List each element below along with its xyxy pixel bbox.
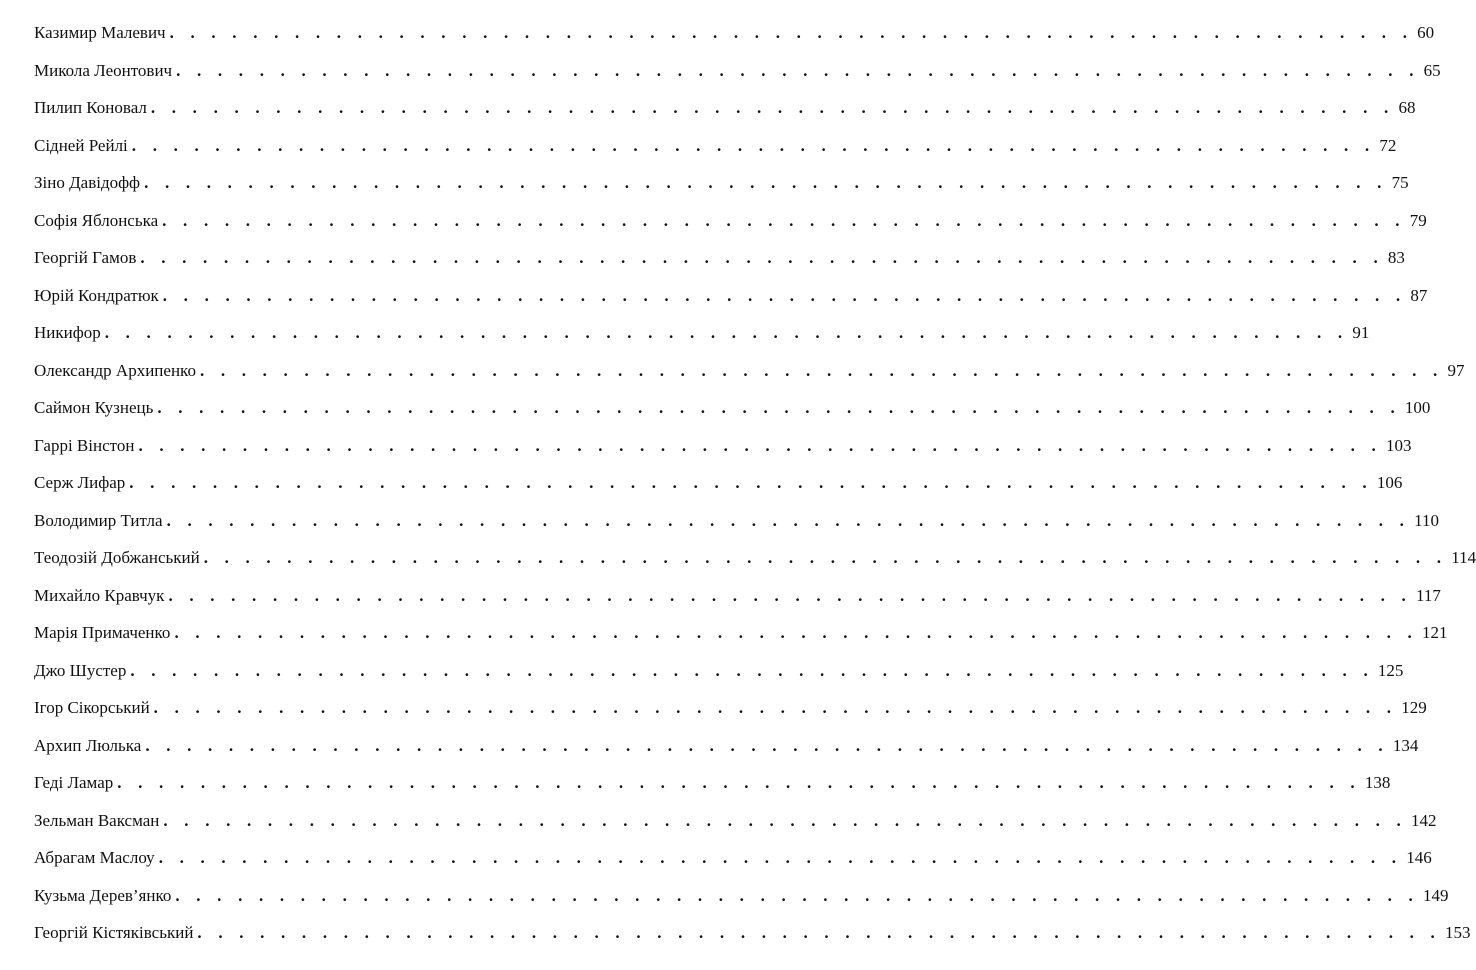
toc-entry-page-number: 75 (1391, 173, 1409, 192)
toc-entry (34, 127, 1397, 165)
toc-entry (34, 52, 1441, 90)
dot-leader: . . . . . . . . . . . . . . . . . . . . . . . . . . . . . . . . . . . . . . . . . . . . . . . . . . . . . . . . . . . . (130, 660, 1374, 680)
toc-entry (34, 877, 1449, 915)
toc-entry-page-number: 97 (1447, 360, 1465, 380)
toc-entry-page-number: 103 (1386, 435, 1412, 455)
dot-leader: . . . . . . . . . . . . . . . . . . . . . . . . . . . . . . . . . . . . . . . . . . . . . . . . . . . . . . . . . . . . (117, 773, 1361, 792)
toc-entry-page-number: 83 (1387, 248, 1405, 267)
toc-entry (34, 239, 1405, 277)
toc-entry (34, 502, 1439, 540)
dot-leader: . . . . . . . . . . . . . . . . . . . . . . . . . . . . . . . . . . . . . . . . . . . . . . . . . . . . . . . . . . . . (140, 248, 1384, 267)
toc-entry-page-number: 138 (1364, 773, 1391, 792)
toc-entry-name: Георгій Кістяківський (34, 923, 194, 942)
toc-entry-name: Володимир Титла (34, 510, 163, 530)
table-of-contents (34, 14, 1476, 952)
toc-entry (34, 802, 1437, 840)
toc-entry (34, 464, 1403, 502)
dot-leader: . . . . . . . . . . . . . . . . . . . . . . . . . . . . . . . . . . . . . . . . . . . . . . . . . . . . . . . . . . . . (158, 848, 1403, 867)
toc-entry-name: Микола Леонтович (34, 60, 173, 80)
toc-entry-name: Зельман Ваксман (34, 810, 160, 830)
toc-entry-page-number: 117 (1416, 585, 1441, 605)
toc-entry (34, 277, 1428, 315)
toc-entry-page-number: 72 (1379, 135, 1397, 155)
toc-entry-page-number: 106 (1376, 473, 1403, 492)
toc-entry-name: Михайло Кравчук (34, 585, 165, 605)
toc-entry-name: Георгій Гамов (34, 248, 137, 267)
toc-entry (34, 914, 1471, 952)
toc-entry (34, 764, 1391, 802)
toc-entry-page-number: 142 (1410, 810, 1437, 830)
toc-entry (34, 389, 1431, 427)
toc-entry-name: Джо Шустер (34, 660, 127, 680)
toc-entry-page-number: 125 (1377, 660, 1404, 680)
toc-entry (34, 839, 1432, 877)
toc-entry-page-number: 60 (1417, 23, 1435, 42)
toc-entry-name: Зіно Давідофф (34, 173, 141, 192)
dot-leader: . . . . . . . . . . . . . . . . . . . . . . . . . . . . . . . . . . . . . . . . . . . . . . . . . . . . . . . . . . . . (162, 210, 1406, 230)
toc-entry (34, 89, 1416, 127)
dot-leader: . . . . . . . . . . . . . . . . . . . . . . . . . . . . . . . . . . . . . . . . . . . . . . . . . . . . . . . . . . . . (157, 398, 1401, 417)
dot-leader: . . . . . . . . . . . . . . . . . . . . . . . . . . . . . . . . . . . . . . . . . . . . . . . . . . . . . . . . . . . . (163, 810, 1407, 830)
dot-leader: . . . . . . . . . . . . . . . . . . . . . . . . . . . . . . . . . . . . . . . . . . . . . . . . . . . . . . . . . . . . (175, 885, 1419, 905)
toc-entry (34, 314, 1370, 352)
toc-entry-page-number: 110 (1414, 510, 1439, 530)
toc-entry-page-number: 153 (1444, 923, 1471, 942)
toc-entry-name: Ігор Сікорський (34, 698, 150, 717)
toc-entry-page-number: 100 (1404, 398, 1431, 417)
toc-entry (34, 727, 1419, 765)
toc-entry-page-number: 149 (1422, 885, 1449, 905)
toc-entry-name: Кузьма Дерев’янко (34, 885, 172, 905)
toc-entry (34, 577, 1441, 615)
dot-leader: . . . . . . . . . . . . . . . . . . . . . . . . . . . . . . . . . . . . . . . . . . . . . . . . . . . . . . . . . . . . (144, 173, 1388, 192)
dot-leader: . . . . . . . . . . . . . . . . . . . . . . . . . . . . . . . . . . . . . . . . . . . . . . . . . . . . . . . . . . . . (131, 135, 1376, 155)
toc-entry-name: Казимир Малевич (34, 23, 166, 42)
toc-entry (34, 652, 1404, 690)
dot-leader: . . . . . . . . . . . . . . . . . . . . . . . . . . . . . . . . . . . . . . . . . . . . . . . . . . . . . . . . . . . . (174, 623, 1418, 642)
toc-entry-name: Олександр Архипенко (34, 360, 196, 380)
dot-leader: . . . . . . . . . . . . . . . . . . . . . . . . . . . . . . . . . . . . . . . . . . . . . . . . . . . . . . . . . . . . (199, 360, 1444, 380)
toc-entry (34, 614, 1448, 652)
toc-entry-name: Марія Примаченко (34, 623, 171, 642)
toc-entry-page-number: 91 (1352, 323, 1370, 342)
toc-entry-page-number: 134 (1392, 735, 1419, 755)
toc-entry (34, 202, 1427, 240)
toc-entry-name: Пилип Коновал (34, 98, 147, 117)
dot-leader: . . . . . . . . . . . . . . . . . . . . . . . . . . . . . . . . . . . . . . . . . . . . . . . . . . . . . . . . . . . . (162, 285, 1407, 305)
toc-entry (34, 352, 1465, 390)
toc-entry-name: Теодозій Добжанський (34, 548, 200, 567)
toc-entry-name: Сідней Рейлі (34, 135, 128, 155)
toc-entry-name: Юрій Кондратюк (34, 285, 159, 305)
toc-entry-page-number: 65 (1423, 60, 1441, 80)
dot-leader: . . . . . . . . . . . . . . . . . . . . . . . . . . . . . . . . . . . . . . . . . . . . . . . . . . . . . . . . . . . . (129, 473, 1373, 492)
toc-entry (34, 689, 1427, 727)
toc-entry-page-number: 129 (1401, 698, 1427, 717)
dot-leader: . . . . . . . . . . . . . . . . . . . . . . . . . . . . . . . . . . . . . . . . . . . . . . . . . . . . . . . . . . . . (169, 23, 1414, 42)
toc-entry-page-number: 68 (1398, 98, 1416, 117)
toc-entry (34, 427, 1412, 465)
dot-leader: . . . . . . . . . . . . . . . . . . . . . . . . . . . . . . . . . . . . . . . . . . . . . . . . . . . . . . . . . . . . (145, 735, 1389, 755)
toc-entry-name: Софія Яблонська (34, 210, 159, 230)
toc-entry-name: Серж Лифар (34, 473, 126, 492)
toc-entry (34, 539, 1476, 577)
toc-entry-page-number: 146 (1406, 848, 1432, 867)
toc-entry-name: Абрагам Маслоу (34, 848, 155, 867)
toc-entry-name: Архип Люлька (34, 735, 142, 755)
dot-leader: . . . . . . . . . . . . . . . . . . . . . . . . . . . . . . . . . . . . . . . . . . . . . . . . . . . . . . . . . . . . (197, 923, 1441, 942)
toc-entry-page-number: 114 (1451, 548, 1476, 567)
dot-leader: . . . . . . . . . . . . . . . . . . . . . . . . . . . . . . . . . . . . . . . . . . . . . . . . . . . . . . . . . . . . (138, 435, 1382, 455)
toc-entry-page-number: 87 (1410, 285, 1428, 305)
dot-leader: . . . . . . . . . . . . . . . . . . . . . . . . . . . . . . . . . . . . . . . . . . . . . . . . . . . . . . . . . . . . (153, 698, 1398, 717)
dot-leader: . . . . . . . . . . . . . . . . . . . . . . . . . . . . . . . . . . . . . . . . . . . . . . . . . . . . . . . . . . . . (203, 548, 1448, 567)
dot-leader: . . . . . . . . . . . . . . . . . . . . . . . . . . . . . . . . . . . . . . . . . . . . . . . . . . . . . . . . . . . . (166, 510, 1411, 530)
dot-leader: . . . . . . . . . . . . . . . . . . . . . . . . . . . . . . . . . . . . . . . . . . . . . . . . . . . . . . . . . . . . (150, 98, 1395, 117)
toc-entry-name: Никифор (34, 323, 101, 342)
toc-entry (34, 14, 1435, 52)
toc-entry (34, 164, 1409, 202)
toc-entry-page-number: 79 (1409, 210, 1427, 230)
toc-entry-name: Геді Ламар (34, 773, 114, 792)
toc-entry-page-number: 121 (1422, 623, 1448, 642)
toc-entry-name: Гаррі Вінстон (34, 435, 135, 455)
dot-leader: . . . . . . . . . . . . . . . . . . . . . . . . . . . . . . . . . . . . . . . . . . . . . . . . . . . . . . . . . . . . (104, 323, 1349, 342)
dot-leader: . . . . . . . . . . . . . . . . . . . . . . . . . . . . . . . . . . . . . . . . . . . . . . . . . . . . . . . . . . . . (176, 60, 1420, 80)
dot-leader: . . . . . . . . . . . . . . . . . . . . . . . . . . . . . . . . . . . . . . . . . . . . . . . . . . . . . . . . . . . . (168, 585, 1413, 605)
toc-entry-name: Саймон Кузнець (34, 398, 154, 417)
